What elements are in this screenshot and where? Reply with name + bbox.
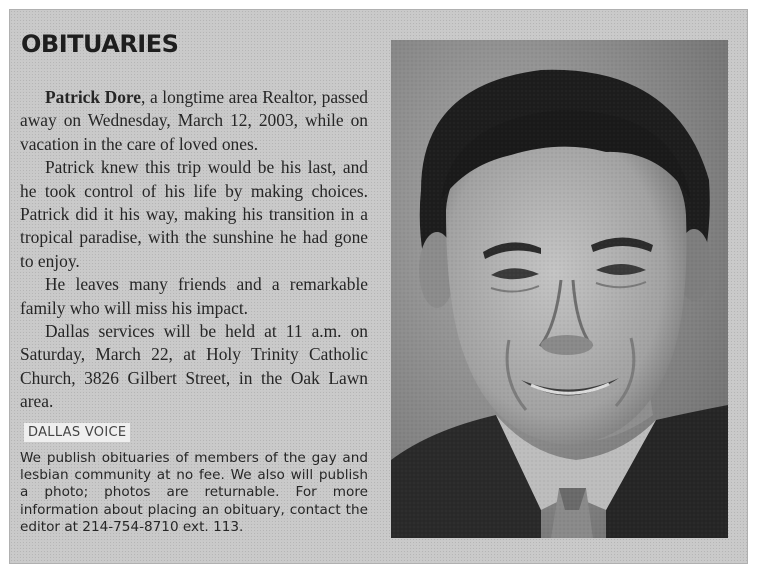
obituary-paragraph-1-text: , a longtime area Realtor, passed away on Wednesday, March 12, 2003, while on vacation in the care of loved ones. <box>20 87 368 154</box>
newspaper-clipping <box>10 10 747 563</box>
section-heading: OBITUARIES <box>21 30 179 58</box>
publication-note: We publish obituaries of members of the gay and lesbian community at no fee. We also will publish a photo; photos are returnable. For more information about placing an obituary, contact the editor at 214-754-8710 ext. 113. <box>20 450 368 535</box>
publication-label: DALLAS VOICE <box>24 423 130 442</box>
deceased-name: Patrick Dore <box>45 87 142 107</box>
obituary-paragraph-1 <box>20 86 368 156</box>
portrait-illustration <box>391 40 728 538</box>
obituary-paragraph-4: Dallas services will be held at 11 a.m. on Saturday, March 22, at Holy Trinity Catholic Church, 3826 Gilbert Street, in the Oak Lawn area. <box>20 321 368 412</box>
obituary-paragraph-2: Patrick knew this trip would be his last, and he took control of his life by making choices. Patrick did it his way, making his transition in a tropical paradise, with the sunshine he had gone to enjoy. <box>20 157 368 271</box>
portrait-photo <box>391 40 728 538</box>
obituary-paragraph-3: He leaves many friends and a remarkable family who will miss his impact. <box>20 274 368 318</box>
obituary-text <box>20 86 368 414</box>
